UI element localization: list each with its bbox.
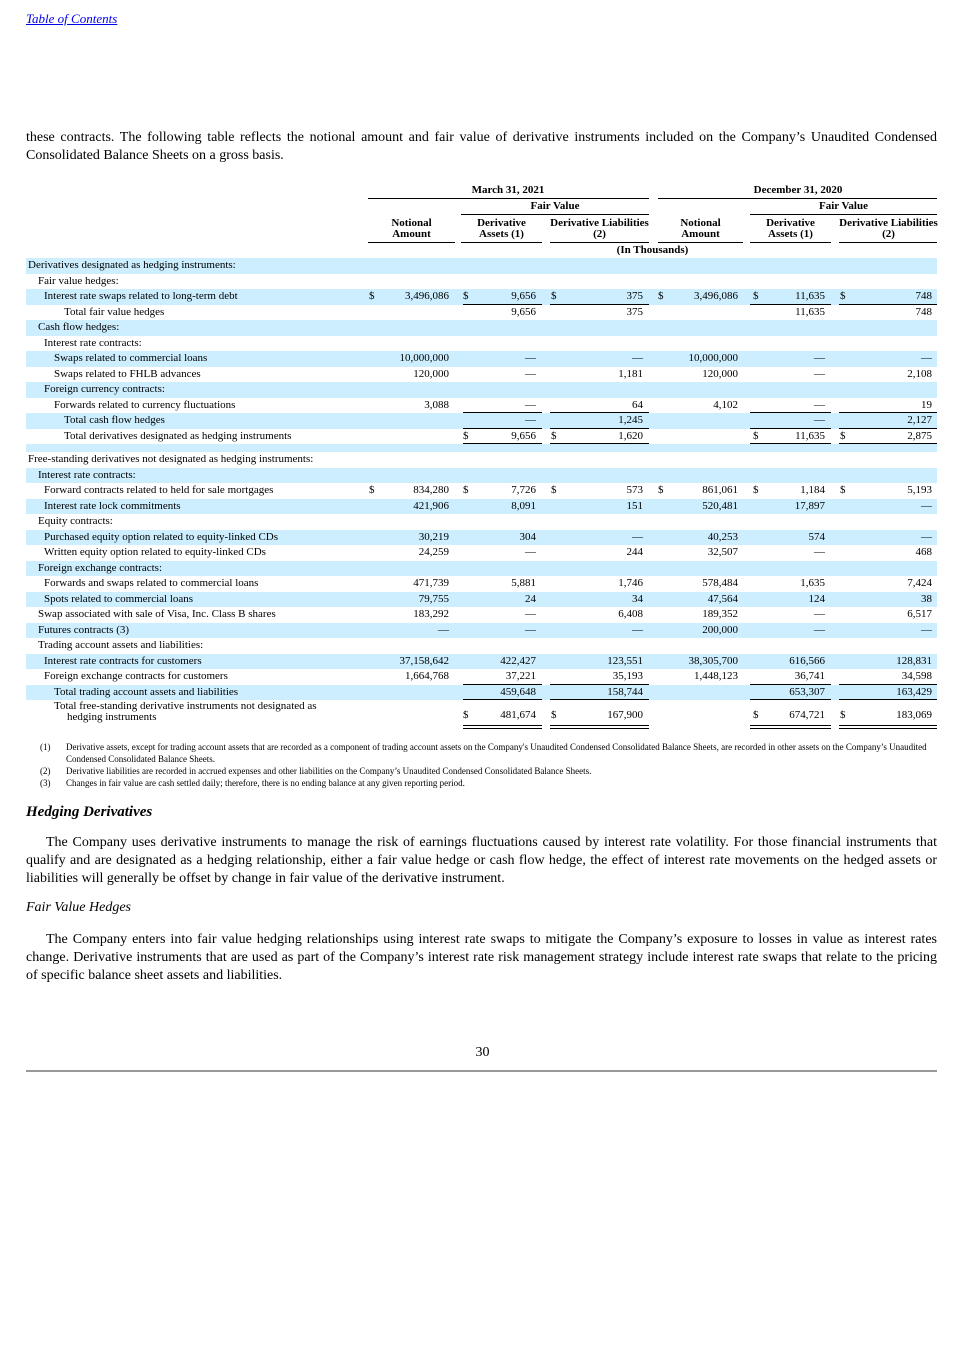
table-cell: 38 — [921, 592, 932, 605]
table-cell: 5,881 — [511, 577, 536, 589]
table-row — [26, 413, 937, 429]
table-row — [26, 468, 937, 484]
table-cell: 616,566 — [789, 654, 825, 667]
col-liabilities-2: Derivative Liabilities (2) — [839, 217, 938, 240]
table-cell: 79,755 — [418, 592, 449, 605]
table-cell: — — [525, 398, 536, 411]
table-cell: 520,481 — [702, 499, 738, 512]
table-row — [26, 483, 937, 499]
table-cell: 120,000 — [702, 367, 738, 380]
table-cell: 200,000 — [702, 623, 738, 636]
table-cell: 3,088 — [424, 398, 449, 411]
table-cell: — — [814, 398, 825, 411]
table-cell: 834,280 — [413, 484, 449, 496]
table-row — [26, 545, 937, 561]
dollar-sign: $ — [840, 290, 846, 302]
table-cell: 24 — [525, 592, 536, 605]
row-label: Total free-standing derivative instruments not designated as — [54, 700, 317, 712]
row-label: Spots related to commercial loans — [44, 592, 194, 605]
table-cell: 1,620 — [618, 429, 643, 442]
table-cell: — — [525, 414, 536, 426]
row-label: Interest rate swaps related to long-term debt — [44, 290, 238, 302]
row-label: Interest rate contracts: — [44, 336, 142, 349]
table-cell: — — [632, 530, 643, 543]
table-cell: 11,635 — [795, 290, 825, 302]
hedging-paragraph: The Company uses derivative instruments to manage the risk of earnings fluctuations caused by interest rate volatility. For those financial instruments that qualify and are designated as a hedging relationship, either a fair value hedge or cash flow hedge, the effect of interest rate movements on the hedged assets or liabilities will generally be offset by change in fair value of the derivative instrument. — [26, 835, 937, 886]
hedging-heading: Hedging Derivatives — [26, 804, 153, 820]
table-cell: 422,427 — [500, 654, 536, 667]
table-cell: 304 — [519, 530, 536, 543]
table-cell: 128,831 — [896, 654, 932, 667]
row-label: Forwards related to currency fluctuations — [54, 398, 236, 411]
table-cell: 5,193 — [907, 484, 932, 496]
table-cell: 10,000,000 — [688, 352, 738, 364]
row-label: Fair value hedges: — [38, 274, 119, 287]
row-label: Written equity option related to equity-linked CDs — [44, 546, 266, 558]
table-row — [26, 654, 937, 670]
dollar-sign: $ — [369, 290, 375, 302]
table-cell: 578,484 — [702, 577, 738, 589]
table-cell: — — [814, 608, 825, 620]
footnote-number: (2) — [40, 766, 51, 776]
table-cell: — — [525, 352, 536, 364]
table-cell: 244 — [626, 546, 643, 558]
col-liabilities-1: Derivative Liabilities (2) — [550, 217, 649, 240]
dollar-sign: $ — [753, 429, 759, 442]
table-cell: 123,551 — [607, 654, 643, 667]
table-cell: 6,517 — [907, 608, 932, 620]
table-cell: 120,000 — [413, 367, 449, 380]
table-cell: 36,741 — [794, 670, 825, 682]
period2-header: December 31, 2020 — [753, 184, 843, 196]
table-row — [26, 258, 937, 274]
table-cell: 35,193 — [612, 670, 643, 682]
col-notional-1: Notional Amount — [391, 217, 432, 240]
table-row — [26, 638, 937, 654]
table-row — [26, 336, 937, 352]
table-cell: 6,408 — [618, 608, 643, 620]
row-label: Total fair value hedges — [64, 305, 165, 318]
row-label: Purchased equity option related to equity-linked CDs — [44, 530, 279, 543]
table-cell: 167,900 — [607, 709, 643, 721]
table-row — [26, 669, 937, 685]
table-cell: 38,305,700 — [688, 654, 738, 667]
table-cell: 861,061 — [702, 484, 738, 496]
dollar-sign: $ — [463, 429, 469, 442]
table-row — [26, 607, 937, 623]
table-cell: 748 — [915, 290, 932, 302]
row-label: Total cash flow hedges — [64, 414, 165, 426]
row-label: Forwards and swaps related to commercial loans — [44, 577, 259, 589]
table-row — [26, 444, 937, 452]
table-cell: 1,184 — [800, 484, 825, 496]
dollar-sign: $ — [840, 429, 846, 442]
table-cell: 1,245 — [618, 414, 643, 426]
col-notional-2: Notional Amount — [680, 217, 721, 240]
dollar-sign: $ — [658, 290, 664, 302]
table-cell: — — [632, 352, 643, 364]
dollar-sign: $ — [551, 484, 557, 496]
table-row — [26, 367, 937, 383]
total-double-underline — [839, 725, 937, 729]
table-row — [26, 514, 937, 530]
dollar-sign: $ — [753, 290, 759, 302]
table-cell: 1,448,123 — [694, 670, 738, 682]
table-cell: 47,564 — [707, 592, 738, 605]
footnote-number: (1) — [40, 742, 51, 752]
table-cell: — — [921, 530, 932, 543]
row-label: Foreign currency contracts: — [44, 383, 165, 395]
table-cell: 1,664,768 — [405, 670, 449, 682]
row-label: Foreign exchange contracts: — [38, 561, 163, 574]
table-cell: 7,424 — [907, 577, 932, 589]
row-label: Total trading account assets and liabilities — [54, 685, 239, 698]
table-cell: — — [438, 623, 449, 636]
total-double-underline — [550, 725, 649, 729]
table-row — [26, 700, 937, 726]
table-cell: 573 — [626, 484, 643, 496]
table-cell: 1,181 — [618, 367, 643, 380]
table-row — [26, 351, 937, 367]
table-row — [26, 561, 937, 577]
page-number: 30 — [475, 1045, 490, 1060]
row-label: Cash flow hedges: — [38, 321, 120, 333]
table-of-contents-link[interactable]: Table of Contents — [26, 11, 118, 26]
table-cell: 9,656 — [511, 290, 536, 302]
table-cell: 24,259 — [418, 546, 449, 558]
table-cell: 34 — [632, 592, 643, 605]
table-cell: — — [632, 623, 643, 636]
fair-value-hedges-heading: Fair Value Hedges — [26, 900, 131, 915]
col-assets-2: Derivative Assets (1) — [766, 217, 815, 240]
table-cell: 674,721 — [789, 709, 825, 721]
table-cell: 3,496,086 — [694, 290, 738, 302]
table-cell: 748 — [915, 305, 932, 318]
table-cell: — — [525, 367, 536, 380]
row-label: Swap associated with sale of Visa, Inc. Class B shares — [38, 608, 276, 620]
row-label: Forward contracts related to held for sale mortgages — [44, 484, 274, 496]
row-label: Equity contracts: — [38, 515, 113, 527]
table-cell: 375 — [626, 305, 643, 318]
table-cell: — — [921, 352, 932, 364]
table-cell: 37,221 — [505, 670, 536, 682]
table-cell: 11,635 — [795, 305, 825, 318]
table-row — [26, 623, 937, 639]
table-cell: — — [921, 623, 932, 636]
table-cell: — — [921, 499, 932, 512]
table-row — [26, 530, 937, 546]
dollar-sign: $ — [551, 290, 557, 302]
dollar-sign: $ — [463, 290, 469, 302]
footnote-text: Derivative liabilities are recorded in accrued expenses and other liabilities on the Company’s Unaudited Condensed Consolidated Balance Sheets. — [66, 766, 592, 776]
table-row — [26, 305, 937, 321]
table-cell: 459,648 — [500, 685, 536, 698]
table-cell: 468 — [915, 546, 932, 558]
row-label: Free-standing derivatives not designated as hedging instruments: — [28, 453, 314, 465]
table-cell: 183,292 — [413, 608, 449, 620]
units-label: (In Thousands) — [616, 244, 689, 256]
table-cell: 19 — [921, 398, 932, 411]
dollar-sign: $ — [840, 484, 846, 496]
table-cell: 481,674 — [500, 709, 536, 721]
table-cell: — — [814, 414, 825, 426]
row-label: Futures contracts (3) — [38, 623, 130, 636]
table-cell: 151 — [626, 499, 643, 512]
table-cell: 40,253 — [707, 530, 738, 543]
table-cell: 30,219 — [418, 530, 449, 543]
dollar-sign: $ — [658, 484, 664, 496]
dollar-sign: $ — [753, 709, 759, 721]
table-cell: — — [814, 546, 825, 558]
dollar-sign: $ — [463, 484, 469, 496]
table-cell: — — [814, 623, 825, 636]
row-label: Swaps related to FHLB advances — [54, 367, 201, 380]
table-cell: 653,307 — [789, 685, 825, 698]
table-cell: 189,352 — [702, 608, 738, 620]
table-cell: 17,897 — [794, 499, 825, 512]
footnote-number: (3) — [40, 778, 51, 788]
table-row — [26, 274, 937, 290]
dollar-sign: $ — [551, 709, 557, 721]
table-cell: 10,000,000 — [399, 352, 449, 364]
row-label: Interest rate contracts for customers — [44, 654, 202, 667]
table-cell: 34,598 — [901, 670, 932, 682]
table-cell: — — [525, 623, 536, 636]
table-row — [26, 685, 937, 701]
table-cell: 183,069 — [896, 709, 932, 721]
row-label-continued: hedging instruments — [67, 711, 157, 723]
table-cell: 9,656 — [511, 429, 536, 442]
table-row — [26, 499, 937, 515]
row-label: Interest rate lock commitments — [44, 499, 181, 512]
dollar-sign: $ — [551, 429, 557, 442]
table-cell: 1,635 — [800, 577, 825, 589]
table-cell: 124 — [808, 592, 825, 605]
dollar-sign: $ — [753, 484, 759, 496]
table-cell: 4,102 — [713, 398, 738, 411]
intro-paragraph: these contracts. The following table reflects the notional amount and fair value of derivative instruments included on the Company’s Unaudited Condensed Consolidated Balance Sheets on a gross basis. — [26, 130, 937, 163]
table-row — [26, 576, 937, 592]
table-cell: 2,108 — [907, 367, 932, 380]
col-assets-1: Derivative Assets (1) — [477, 217, 526, 240]
table-row — [26, 429, 937, 445]
page-bottom-divider — [26, 1070, 937, 1072]
table-cell: 574 — [808, 530, 825, 543]
table-cell: 3,496,086 — [405, 290, 449, 302]
table-cell: — — [814, 367, 825, 380]
table-cell: 7,726 — [511, 484, 536, 496]
table-cell: 163,429 — [896, 685, 932, 698]
table-cell: 2,875 — [907, 429, 932, 442]
table-cell: 375 — [626, 290, 643, 302]
footnote-text: Derivative assets, except for trading account assets that are recorded as a component of trading account assets on the Company's Unaudited Condensed Consolidated Balance Sheets, are recorded in other assets on the Company’s Unaudited Condensed Consolidated Balance Sheets. — [66, 742, 927, 764]
table-row — [26, 398, 937, 414]
table-cell: 1,746 — [618, 577, 643, 589]
table-cell: 64 — [632, 398, 643, 411]
dollar-sign: $ — [369, 484, 375, 496]
table-cell: 421,906 — [413, 499, 449, 512]
table-cell: 2,127 — [907, 414, 932, 426]
table-cell: 37,158,642 — [399, 654, 449, 667]
table-cell: 158,744 — [607, 685, 643, 698]
row-label: Swaps related to commercial loans — [54, 352, 208, 364]
table-cell: — — [525, 608, 536, 620]
table-row — [26, 382, 937, 398]
table-cell: 9,656 — [511, 305, 536, 318]
table-row — [26, 592, 937, 608]
dollar-sign: $ — [463, 709, 469, 721]
table-cell: 471,739 — [413, 577, 449, 589]
total-double-underline — [463, 725, 542, 729]
fair-value-header-1: Fair Value — [530, 200, 580, 212]
table-cell: 8,091 — [511, 499, 536, 512]
table-cell: — — [814, 352, 825, 364]
table-cell: 11,635 — [795, 429, 825, 442]
period1-header: March 31, 2021 — [471, 184, 545, 196]
fair-value-header-2: Fair Value — [818, 200, 868, 212]
total-double-underline — [750, 725, 831, 729]
footnote-text: Changes in fair value are cash settled daily; therefore, there is no ending balance at any given reporting period. — [66, 778, 465, 788]
row-label: Total derivatives designated as hedging instruments — [64, 429, 292, 442]
row-label: Derivatives designated as hedging instruments: — [28, 259, 236, 271]
table-cell: 32,507 — [707, 546, 738, 558]
row-label: Interest rate contracts: — [38, 468, 136, 481]
table-cell: — — [525, 546, 536, 558]
row-label: Trading account assets and liabilities: — [38, 639, 204, 651]
table-row — [26, 452, 937, 468]
row-label: Foreign exchange contracts for customers — [44, 670, 228, 682]
fair-value-hedges-paragraph: The Company enters into fair value hedging relationships using interest rate swaps to mitigate the Company’s exposure to losses in value as interest rates change. Derivative instruments that are used as part of the Company’s interest rate risk management strategy include interest rate swaps that relate to the pricing of specific balance sheet assets and liabilities. — [26, 932, 937, 983]
table-row — [26, 320, 937, 336]
table-row — [26, 289, 937, 305]
dollar-sign: $ — [840, 709, 846, 721]
